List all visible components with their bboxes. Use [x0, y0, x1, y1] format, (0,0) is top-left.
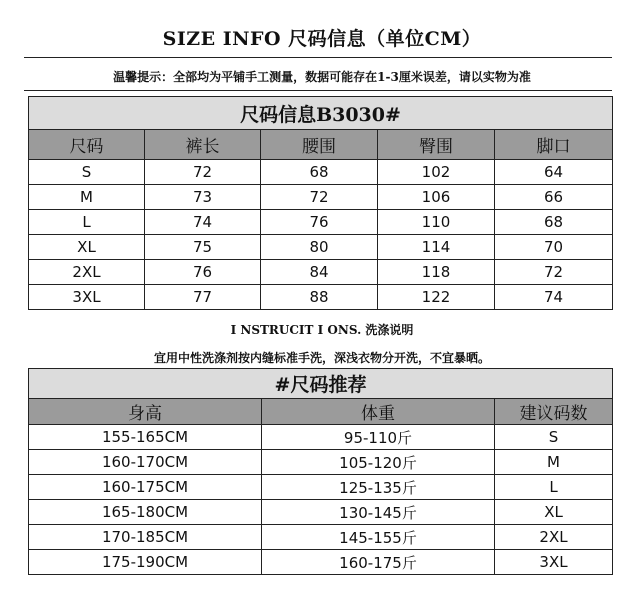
size-header-cell: 裤长 — [145, 130, 261, 160]
size-cell: 72 — [145, 160, 261, 185]
recommendation-table-title: #尺码推荐 — [29, 369, 613, 399]
size-cell: 70 — [495, 235, 613, 260]
recommendation-cell: M — [495, 450, 613, 475]
size-cell: 80 — [261, 235, 378, 260]
size-cell: L — [29, 210, 145, 235]
top-divider — [24, 57, 612, 58]
page-title: SIZE INFO 尺码信息（单位CM） — [162, 28, 482, 50]
size-cell: 114 — [378, 235, 495, 260]
size-row — [29, 235, 613, 260]
rec-header-cell: 体重 — [262, 399, 495, 425]
size-cell: 68 — [495, 210, 613, 235]
recommendation-row — [29, 475, 613, 500]
size-cell: 122 — [378, 285, 495, 310]
size-cell: 64 — [495, 160, 613, 185]
size-cell: 106 — [378, 185, 495, 210]
size-cell: 76 — [145, 260, 261, 285]
washing-instructions: 宜用中性洗涤剂按内缝标准手洗，深浅衣物分开洗，不宜暴晒。 — [153, 351, 490, 365]
size-cell: 77 — [145, 285, 261, 310]
recommendation-cell: S — [495, 425, 613, 450]
recommendation-cell: 145-155斤 — [262, 525, 495, 550]
recommendation-cell: 165-180CM — [29, 500, 262, 525]
recommendation-cell: 175-190CM — [29, 550, 262, 575]
size-cell: 66 — [495, 185, 613, 210]
recommendation-cell: 170-185CM — [29, 525, 262, 550]
size-cell: 68 — [261, 160, 378, 185]
size-cell: 75 — [145, 235, 261, 260]
measurement-notice: 温馨提示：全部均为平铺手工测量，数据可能存在1-3厘米误差，请以实物为准 — [113, 70, 531, 84]
size-cell: 2XL — [29, 260, 145, 285]
recommendation-cell: 155-165CM — [29, 425, 262, 450]
instructions-title: I NSTRUCIT I ONS. 洗涤说明 — [230, 323, 414, 337]
recommendation-cell: 160-175斤 — [262, 550, 495, 575]
recommendation-cell: 2XL — [495, 525, 613, 550]
size-cell: 72 — [495, 260, 613, 285]
size-cell: 118 — [378, 260, 495, 285]
size-cell: 102 — [378, 160, 495, 185]
recommendation-cell: 3XL — [495, 550, 613, 575]
size-header-cell: 腰围 — [261, 130, 378, 160]
size-cell: XL — [29, 235, 145, 260]
size-cell: M — [29, 185, 145, 210]
recommendation-cell: L — [495, 475, 613, 500]
recommendation-row — [29, 450, 613, 475]
recommendation-cell: 125-135斤 — [262, 475, 495, 500]
size-row — [29, 285, 613, 310]
recommendation-cell: 105-120斤 — [262, 450, 495, 475]
size-recommendation-table — [28, 368, 613, 575]
size-header-cell: 臀围 — [378, 130, 495, 160]
size-cell: 84 — [261, 260, 378, 285]
notice-divider — [24, 90, 612, 91]
size-row — [29, 185, 613, 210]
size-table-title: 尺码信息B3030# — [29, 97, 613, 130]
size-cell: 73 — [145, 185, 261, 210]
size-cell: S — [29, 160, 145, 185]
size-cell: 72 — [261, 185, 378, 210]
size-cell: 76 — [261, 210, 378, 235]
recommendation-row — [29, 550, 613, 575]
recommendation-cell: 160-170CM — [29, 450, 262, 475]
size-cell: 3XL — [29, 285, 145, 310]
size-cell: 74 — [145, 210, 261, 235]
size-info-table — [28, 96, 613, 310]
recommendation-row — [29, 500, 613, 525]
recommendation-row — [29, 525, 613, 550]
rec-header-cell: 建议码数 — [495, 399, 613, 425]
size-cell: 74 — [495, 285, 613, 310]
recommendation-row — [29, 425, 613, 450]
size-header-cell: 脚口 — [495, 130, 613, 160]
recommendation-cell: 160-175CM — [29, 475, 262, 500]
recommendation-cell: 95-110斤 — [262, 425, 495, 450]
size-header-cell: 尺码 — [29, 130, 145, 160]
size-row — [29, 210, 613, 235]
size-cell: 110 — [378, 210, 495, 235]
recommendation-cell: XL — [495, 500, 613, 525]
rec-header-cell: 身高 — [29, 399, 262, 425]
recommendation-cell: 130-145斤 — [262, 500, 495, 525]
size-row — [29, 260, 613, 285]
size-row — [29, 160, 613, 185]
size-cell: 88 — [261, 285, 378, 310]
